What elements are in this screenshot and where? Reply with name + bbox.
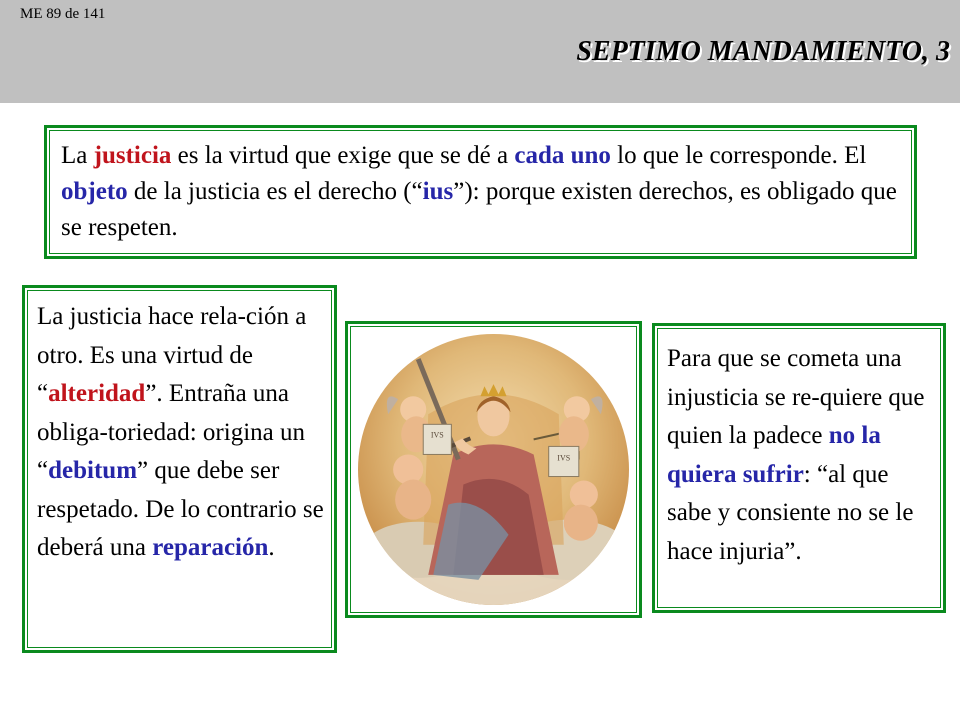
- image-frame: [345, 321, 642, 618]
- justice-painting-icon: [358, 334, 629, 605]
- text-run: ”): porque existen derechos, es obligado que se respeten.: [61, 178, 897, 241]
- justice-painting: [358, 334, 629, 605]
- slide-title: SEPTIMO MANDAMIENTO, 3: [576, 36, 950, 67]
- definition-box: [44, 125, 917, 259]
- text-run: es la virtud que exige que se dé a: [171, 142, 515, 169]
- text-run: lo que le corresponde. El: [610, 142, 867, 169]
- text-run: La justicia hace rela-ción a otro. Es una virtud de “: [37, 303, 307, 407]
- keyword-justicia: justicia: [93, 142, 172, 169]
- slide-counter: ME 89 de 141: [20, 6, 106, 22]
- text-run: ”. Entraña una obliga-toriedad: origina un “: [37, 380, 305, 484]
- alteridad-text: [37, 298, 326, 568]
- definition-text: [61, 138, 900, 246]
- text-run: ” que debe ser respetado. De lo contrario se deberá una: [37, 457, 324, 561]
- keyword-no-la-quiera-sufrir: no la quiera sufrir: [667, 422, 881, 488]
- alteridad-box: [22, 285, 337, 653]
- injusticia-text: [667, 340, 937, 571]
- keyword-cada-uno: cada uno: [514, 142, 611, 169]
- header-bar: [0, 0, 960, 103]
- keyword-ius: ius: [422, 178, 454, 205]
- text-run: Para que se cometa una injusticia se re-quiere que quien la padece: [667, 345, 925, 449]
- text-run: : “al que sabe y consiente no se le hace injuria”.: [667, 460, 914, 565]
- keyword-objeto: objeto: [61, 178, 128, 205]
- keyword-reparacion: reparación: [152, 534, 269, 561]
- text-run: de la justicia es el derecho (“: [127, 178, 423, 205]
- tablet-right-text: IVS: [557, 453, 571, 463]
- text-run: La: [61, 142, 94, 169]
- injusticia-box: [652, 323, 946, 613]
- keyword-debitum: debitum: [48, 457, 138, 484]
- tablet-left-text: IVS: [430, 430, 444, 440]
- keyword-alteridad: alteridad: [48, 380, 146, 407]
- text-run: .: [268, 534, 275, 561]
